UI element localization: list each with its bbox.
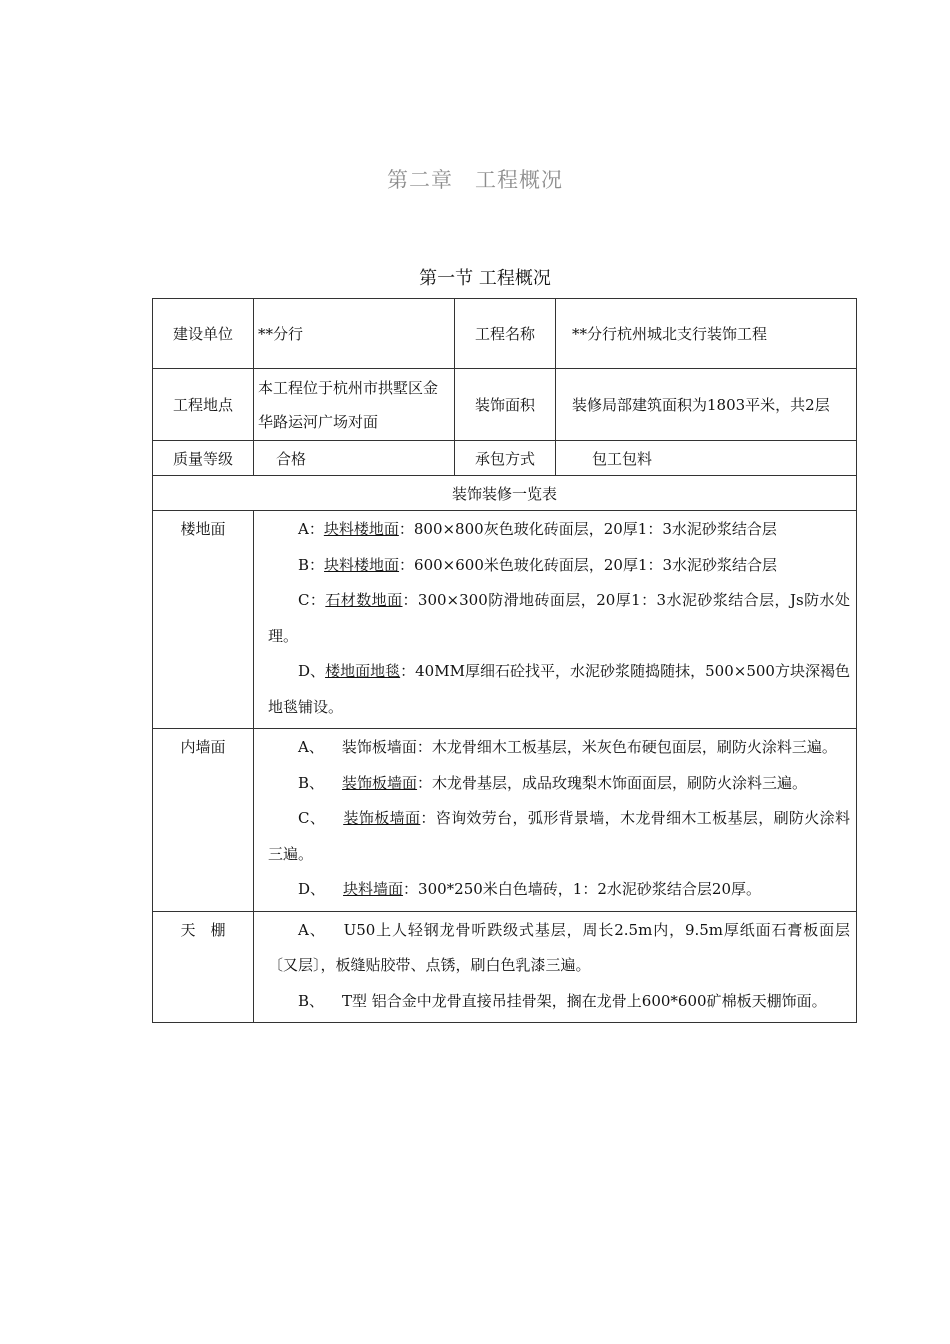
- location-value: 本工程位于杭州市拱墅区金华路运河广场对面: [254, 369, 455, 441]
- list-item: C、 装饰板墙面：咨询效劳台，弧形背景墙，木龙骨细木工板基层，刷防火涂料三遍。: [268, 809, 850, 863]
- quality-label: 质量等级: [153, 441, 254, 476]
- contract-value: 包工包料: [556, 441, 857, 476]
- table-row: [153, 299, 857, 369]
- list-item: D、 块料墙面：300*250米白色墙砖，1：2水泥砂浆结合层20厚。: [298, 880, 761, 898]
- list-item: A、 U50上人轻钢龙骨听跌级式基层，周长2.5m内，9.5m厚纸面石膏板面层〔又层〕，板缝贴胶带、点锈，刷白色乳漆三遍。: [268, 920, 850, 974]
- decoration-heading: 装饰装修一览表: [153, 476, 857, 511]
- list-item: B：块料楼地面：600×600米色玻化砖面层，20厚1：3水泥砂浆结合层: [298, 555, 778, 574]
- floor-label: 楼地面: [153, 511, 254, 729]
- list-item: B、 装饰板墙面：木龙骨基层，成品玫瑰梨木饰面面层，刷防火涂料三遍。: [298, 773, 808, 792]
- wall-label: 内墙面: [153, 729, 254, 912]
- list-item: C：石材数地面：300×300防滑地砖面层，20厚1：3水泥砂浆结合层，Js防水处理。: [268, 591, 850, 645]
- ceiling-content: [254, 911, 857, 1023]
- list-item: B、 T型 铝合金中龙骨直接吊挂骨架，搁在龙骨上600*600矿棉板天棚饰面。: [298, 991, 827, 1010]
- ceiling-label: 天 棚: [153, 911, 254, 1023]
- floor-row: [153, 511, 857, 729]
- list-item: D、楼地面地毯：40MM厚细石砼找平，水泥砂浆随捣随抹，500×500方块深褐色地毯铺设。: [268, 662, 851, 716]
- ceiling-row: [153, 911, 857, 1023]
- area-label: 装饰面积: [455, 369, 556, 441]
- builder-value: **分行: [254, 299, 455, 369]
- list-item: A：块料楼地面：800×800灰色玻化砖面层，20厚1：3水泥砂浆结合层: [298, 520, 777, 538]
- quality-value: 合格: [254, 441, 455, 476]
- builder-label: 建设单位: [153, 299, 254, 369]
- wall-content: [254, 729, 857, 912]
- area-value: 装修局部建筑面积为1803平米，共2层: [556, 369, 857, 441]
- project-overview-table: [152, 298, 857, 1023]
- table-row: [153, 369, 857, 441]
- project-name-value: **分行杭州城北支行装饰工程: [556, 299, 857, 369]
- list-item: A、 装饰板墙面：木龙骨细木工板基层，米灰色布硬包面层，刷防火涂料三遍。: [298, 738, 837, 756]
- wall-row: [153, 729, 857, 912]
- project-name-label: 工程名称: [455, 299, 556, 369]
- table-row: [153, 441, 857, 476]
- chapter-title: 第二章 工程概况: [387, 168, 563, 192]
- table-row: [153, 476, 857, 511]
- location-label: 工程地点: [153, 369, 254, 441]
- section-title: 第一节 工程概况: [419, 268, 551, 289]
- floor-content: [254, 511, 857, 729]
- contract-label: 承包方式: [455, 441, 556, 476]
